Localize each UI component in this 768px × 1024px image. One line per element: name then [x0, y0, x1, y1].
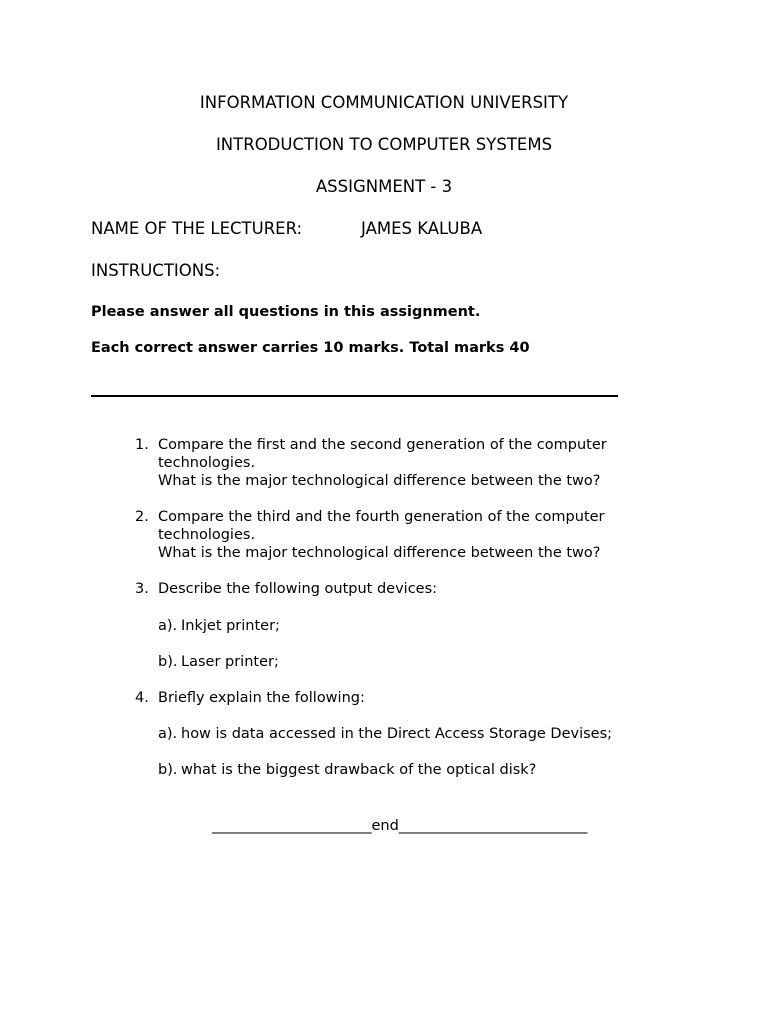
sub-question-label: b).: [158, 762, 178, 778]
question-text: technologies.: [158, 527, 256, 543]
sub-question-text: what is the biggest drawback of the optical disk?: [181, 762, 537, 778]
sub-question-text: Laser printer;: [181, 654, 279, 670]
sub-question-label: b).: [158, 654, 178, 670]
sub-question-label: a).: [158, 618, 178, 634]
question-number: 2.: [135, 509, 149, 525]
lecturer-label: NAME OF THE LECTURER:: [91, 219, 303, 238]
question-text: Briefly explain the following:: [158, 690, 365, 706]
course-title: INTRODUCTION TO COMPUTER SYSTEMS: [215, 135, 553, 154]
separator-rule: [91, 395, 618, 397]
question-number: 4.: [135, 690, 149, 706]
question-number: 3.: [135, 581, 149, 597]
question-number: 1.: [135, 437, 149, 453]
sub-question-label: a).: [158, 726, 178, 742]
sub-question-text: Inkjet printer;: [181, 618, 280, 634]
question-text: Compare the first and the second generation of the computer: [158, 437, 607, 453]
question-text: What is the major technological difference between the two?: [158, 545, 601, 561]
question-text: technologies.: [158, 455, 256, 471]
sub-question-text: how is data accessed in the Direct Access Storage Devises;: [181, 726, 613, 742]
university-title: INFORMATION COMMUNICATION UNIVERSITY: [199, 93, 569, 112]
question-text: What is the major technological difference between the two?: [158, 473, 601, 489]
end-marker: ______________________end__________________________: [212, 818, 588, 834]
instruction-line-1: Please answer all questions in this assignment.: [91, 304, 481, 320]
instructions-label: INSTRUCTIONS:: [91, 261, 221, 280]
assignment-title: ASSIGNMENT - 3: [315, 177, 453, 196]
instruction-line-2: Each correct answer carries 10 marks. Total marks 40: [91, 340, 530, 356]
question-text: Compare the third and the fourth generation of the computer: [158, 509, 605, 525]
lecturer-name: JAMES KALUBA: [361, 219, 483, 238]
question-text: Describe the following output devices:: [158, 581, 438, 597]
